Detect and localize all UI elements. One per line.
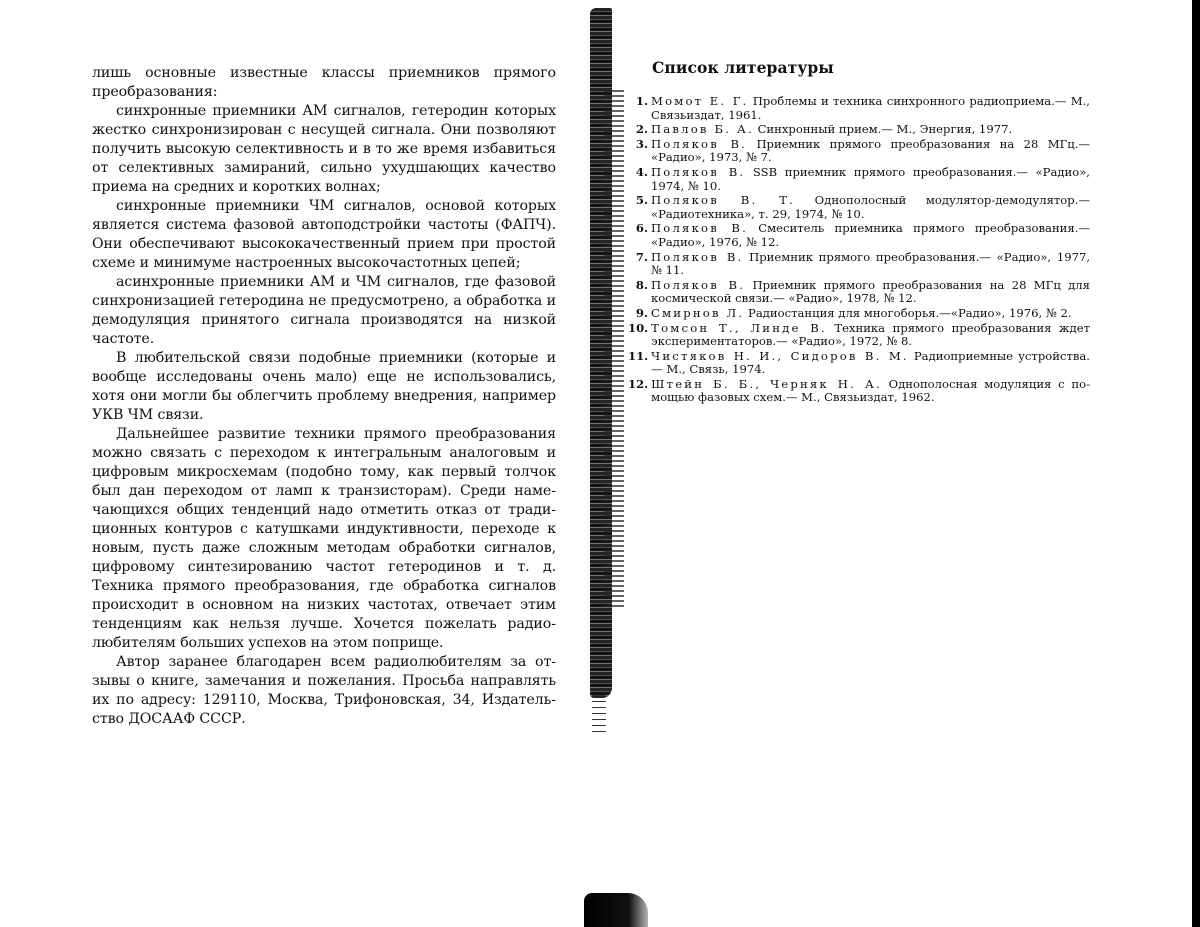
reference-author: Поляков В. [651,164,746,179]
reference-text [651,138,1090,165]
gutter-shadow [590,8,612,698]
reference-number: 12. [628,376,649,391]
reference-text [651,307,1090,321]
reference-author: Павлов Б. А. [651,122,754,137]
paragraph-sync-fm: синхронные приемники ЧМ сигналов, основой которых является система фазовой автоподстройки частоты (ФАПЧ). Они обеспечивают высококачественный прием при простой схеме и минимуме настроенных высокочастотных цепей; [92,198,556,271]
reference-text [651,166,1090,193]
gutter-shadow-streaks [604,90,624,610]
reference-item [628,194,1090,221]
reference-text [651,279,1090,306]
reference-number: 9. [635,305,648,320]
paragraph-amateur: В любительской связи подобные приемники (которые и вообще исследованы очень мало) еще не использовались, хотя они могли бы облегчить проблему внедрения, например УКВ ЧМ связи. [92,350,556,423]
right-page [628,58,1090,406]
reference-author: Момот Е. Г. [651,94,749,108]
reference-author: Поляков В. Т. [651,193,796,208]
left-page [92,64,556,729]
reference-item [628,251,1090,278]
reference-number: 4. [635,164,648,179]
reference-author: Поляков В. [651,249,744,264]
references-list [628,95,1090,405]
reference-author: Поляков В. [651,136,748,151]
reference-author: Штейн Б. Б., Черняк Н. А. [651,376,882,391]
page-edge [1192,0,1200,927]
paragraph-intro: лишь основные известные классы приемников прямого преобразования: [92,65,556,100]
reference-item [628,307,1090,321]
reference-number: 3. [635,136,648,151]
reference-text [651,251,1090,278]
reference-body: Проблемы и техника синхронного радиоприема.— М., Связьиздат, 1961. [651,94,1090,122]
reference-item [628,222,1090,249]
reference-author: Томсон Т., Линде В. [651,320,827,335]
reference-number: 2. [635,122,648,137]
paragraph-async: асинхронные приемники АМ и ЧМ сигналов, где фазовой синхронизацией гетеродина не предусмотрено, а обработка и демодуляция принятого сигнала производятся на низкой частоте. [92,274,556,347]
reference-item [628,95,1090,122]
gutter-bottom-shadow [584,893,648,927]
reference-text [651,222,1090,249]
reference-author: Чистяков Н. И., Сидоров В. М. [651,348,909,363]
reference-body: Техника прямого преобразования ждет экспериментаторов.— «Радио», 1972, № 8. [651,320,1090,349]
reference-text [651,194,1090,221]
reference-body: Смеситель приемника прямого преобразования.— «Радио», 1976, № 12. [651,221,1090,249]
reference-number: 1. [635,94,648,108]
reference-author: Поляков В. [651,277,746,292]
reference-number: 7. [635,249,648,264]
reference-text [651,123,1090,137]
reference-body: Радиостанция для многоборья.—«Радио», 1976, № 2. [748,305,1072,320]
paragraph-author-thanks: Автор заранее благодарен всем радиолюбителям за отзывы о книге, замечания и пожелания. Просьба направлять их по адресу: 129110, Москва, Трифоновская, 34, Издательство ДОСААФ СССР. [92,654,556,727]
reference-body: Синхронный прием.— М., Энергия, 1977. [757,122,1013,137]
reference-body: Приемник прямого преобразования.— «Радио», 1977, № 11. [651,249,1091,278]
reference-number: 10. [628,320,649,335]
reference-number: 11. [628,348,649,363]
reference-item [628,350,1090,377]
gutter-marks [592,695,606,735]
reference-body: Приемник прямого преобразования на 28 МГц для космической связи.— «Радио», 1978, № 12. [651,277,1090,306]
paragraph-sync-am: синхронные приемники АМ сигналов, гетеродин которых жестко синхронизирован с несущей сигнала. Они позволяют получить высокую селективность и в то же время избавиться от селективных замираний, сильно ухудшающих качество приема на средних и коротких волнах; [92,103,556,195]
reference-item [628,123,1090,137]
reference-body: Однополосная модуляция с помощью фазовых схем.— М., Связьиздат, 1962. [651,376,1091,405]
reference-item [628,138,1090,165]
reference-body: Приемник прямого преобразования на 28 МГц.— «Радио», 1973, № 7. [651,136,1090,165]
reference-body: SSB приемник прямого преобразования.— «Радио», 1974, № 10. [651,164,1090,193]
reference-author: Смирнов Л. [651,305,745,320]
reference-text [651,322,1090,349]
reference-item [628,166,1090,193]
reference-number: 5. [635,193,648,208]
paragraph-development: Дальнейшее развитие техники прямого преобразования можно связать с переходом к интегральным аналоговым и цифровым микросхемам (подобно тому, как первый толчок был дан переходом от ламп к транзисторам). Среди намечающихся общих тенденций надо отметить отказ от традиционных контуров с катушками индуктивности, переходе к новым, пусть даже сложным методам обработки сигналов, цифровому синтезированию частот гетеродинов и т. д. Техника прямого преобразования, где обработка сигналов происходит в основном на низких частотах, отвечает этим тенденциям как нельзя лучше. Хочется пожелать радиолюбителям больших успехов на этом поприще. [92,426,556,651]
reference-text [651,378,1090,405]
reference-number: 6. [635,221,648,236]
reference-item [628,279,1090,306]
reference-text [651,350,1090,377]
reference-text [651,95,1090,122]
reference-author: Поляков В. [651,221,748,236]
references-title: Список литературы [652,58,834,77]
reference-body: Радиоприемные устройства.— М., Связь, 1974. [651,348,1090,377]
reference-body: Однополосный модулятор-демодулятор.— «Радиотехника», т. 29, 1974, № 10. [651,193,1090,221]
reference-item [628,322,1090,349]
reference-number: 8. [635,277,648,292]
reference-item [628,378,1090,405]
